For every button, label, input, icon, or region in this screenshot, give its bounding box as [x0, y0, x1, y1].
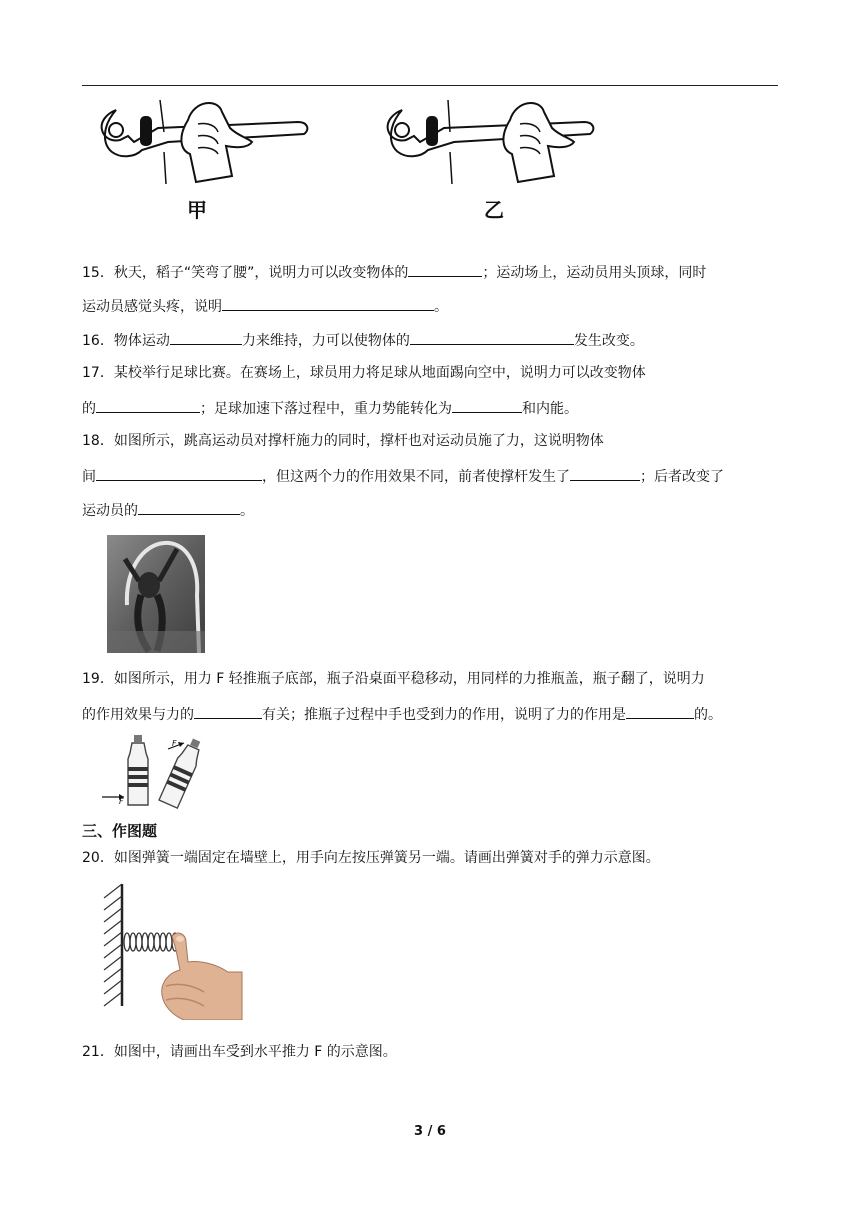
q15-text-a: 15．秋天，稻子“笑弯了腰”，说明力可以改变物体的 [82, 265, 409, 281]
wrench-left-label: 甲 [187, 198, 207, 222]
q15-answer-blank-1[interactable] [408, 261, 482, 277]
question-19-line-1: 19．如图所示，用力 F 轻推瓶子底部，瓶子沿桌面平稳移动，用同样的力推瓶盖，瓶子翻了，说明力 [82, 671, 705, 687]
q17-answer-blank-1[interactable] [96, 397, 200, 413]
q15-text-b: ；运动场上，运动员用头顶球，同时 [482, 265, 707, 281]
q19-text-c: 的。 [694, 707, 722, 723]
question-18-line-3 [82, 499, 254, 521]
question-17-line-1: 17．某校举行足球比赛。在赛场上，球员用力将足球从地面踢向空中，说明力可以改变物体 [82, 365, 646, 381]
q18-text-c: ；后者改变了 [640, 469, 724, 485]
q18-text-d: 运动员的 [82, 503, 138, 519]
wrench-figure-left [98, 92, 318, 192]
question-17-line-2 [82, 397, 578, 419]
q15-text-d: 。 [434, 299, 448, 315]
question-19-line-2 [82, 703, 722, 725]
question-18-line-1: 18．如图所示，跳高运动员对撑杆施力的同时，撑杆也对运动员施了力，这说明物体 [82, 433, 604, 449]
q15-answer-blank-2[interactable] [222, 295, 434, 311]
q17-text-c: 和内能。 [522, 401, 578, 417]
q15-text-c: 运动员感觉头疼，说明 [82, 299, 222, 315]
q19-answer-blank-1[interactable] [194, 703, 262, 719]
force-label-bottom: F [119, 797, 124, 806]
pole-vault-photo [107, 535, 205, 653]
q18-answer-blank-1[interactable] [96, 465, 262, 481]
upright-bottle [128, 735, 148, 805]
wall-hatching [104, 884, 122, 1006]
q19-answer-blank-2[interactable] [626, 703, 694, 719]
wrench-figure-right [384, 92, 604, 192]
q16-text-b: 力来维持，力可以使物体的 [241, 333, 410, 349]
page-number: 3 / 6 [414, 1124, 446, 1139]
wrench-right-label: 乙 [484, 198, 504, 222]
spring-hand-figure [100, 880, 245, 1020]
q16-text-a: 16．物体运动 [82, 333, 170, 349]
q18-text-a: 间 [82, 469, 96, 485]
q17-text-b: ；足球加速下落过程中，重力势能转化为 [200, 401, 452, 417]
q17-answer-blank-2[interactable] [452, 397, 522, 413]
q18-text-e: 。 [240, 503, 254, 519]
q16-answer-blank-1[interactable] [170, 329, 242, 345]
force-label-top: F [172, 739, 177, 748]
question-15-line-1 [82, 261, 706, 283]
q16-answer-blank-2[interactable] [410, 329, 574, 345]
q19-text-a: 的作用效果与力的 [82, 707, 194, 723]
q19-text-b: 有关；推瓶子过程中手也受到力的作用，说明了力的作用是 [262, 707, 626, 723]
q17-text-a: 的 [82, 401, 96, 417]
question-16 [82, 329, 644, 351]
q16-text-c: 发生改变。 [573, 333, 644, 349]
q18-text-b: ，但这两个力的作用效果不同，前者使撑杆发生了 [262, 469, 570, 485]
question-18-line-2 [82, 465, 724, 487]
section-title-drawing: 三、作图题 [82, 822, 158, 840]
q18-answer-blank-2[interactable] [570, 465, 640, 481]
bottles-figure [100, 733, 230, 811]
question-20: 20．如图弹簧一端固定在墙壁上，用手向左按压弹簧另一端。请画出弹簧对手的弹力示意图。 [82, 850, 660, 866]
question-21: 21．如图中，请画出车受到水平推力 F 的示意图。 [82, 1044, 397, 1060]
spring-coils [124, 933, 178, 951]
header-rule [82, 85, 778, 86]
question-15-line-2 [82, 295, 448, 317]
tilted-bottle [159, 736, 206, 808]
q18-answer-blank-3[interactable] [138, 499, 240, 515]
